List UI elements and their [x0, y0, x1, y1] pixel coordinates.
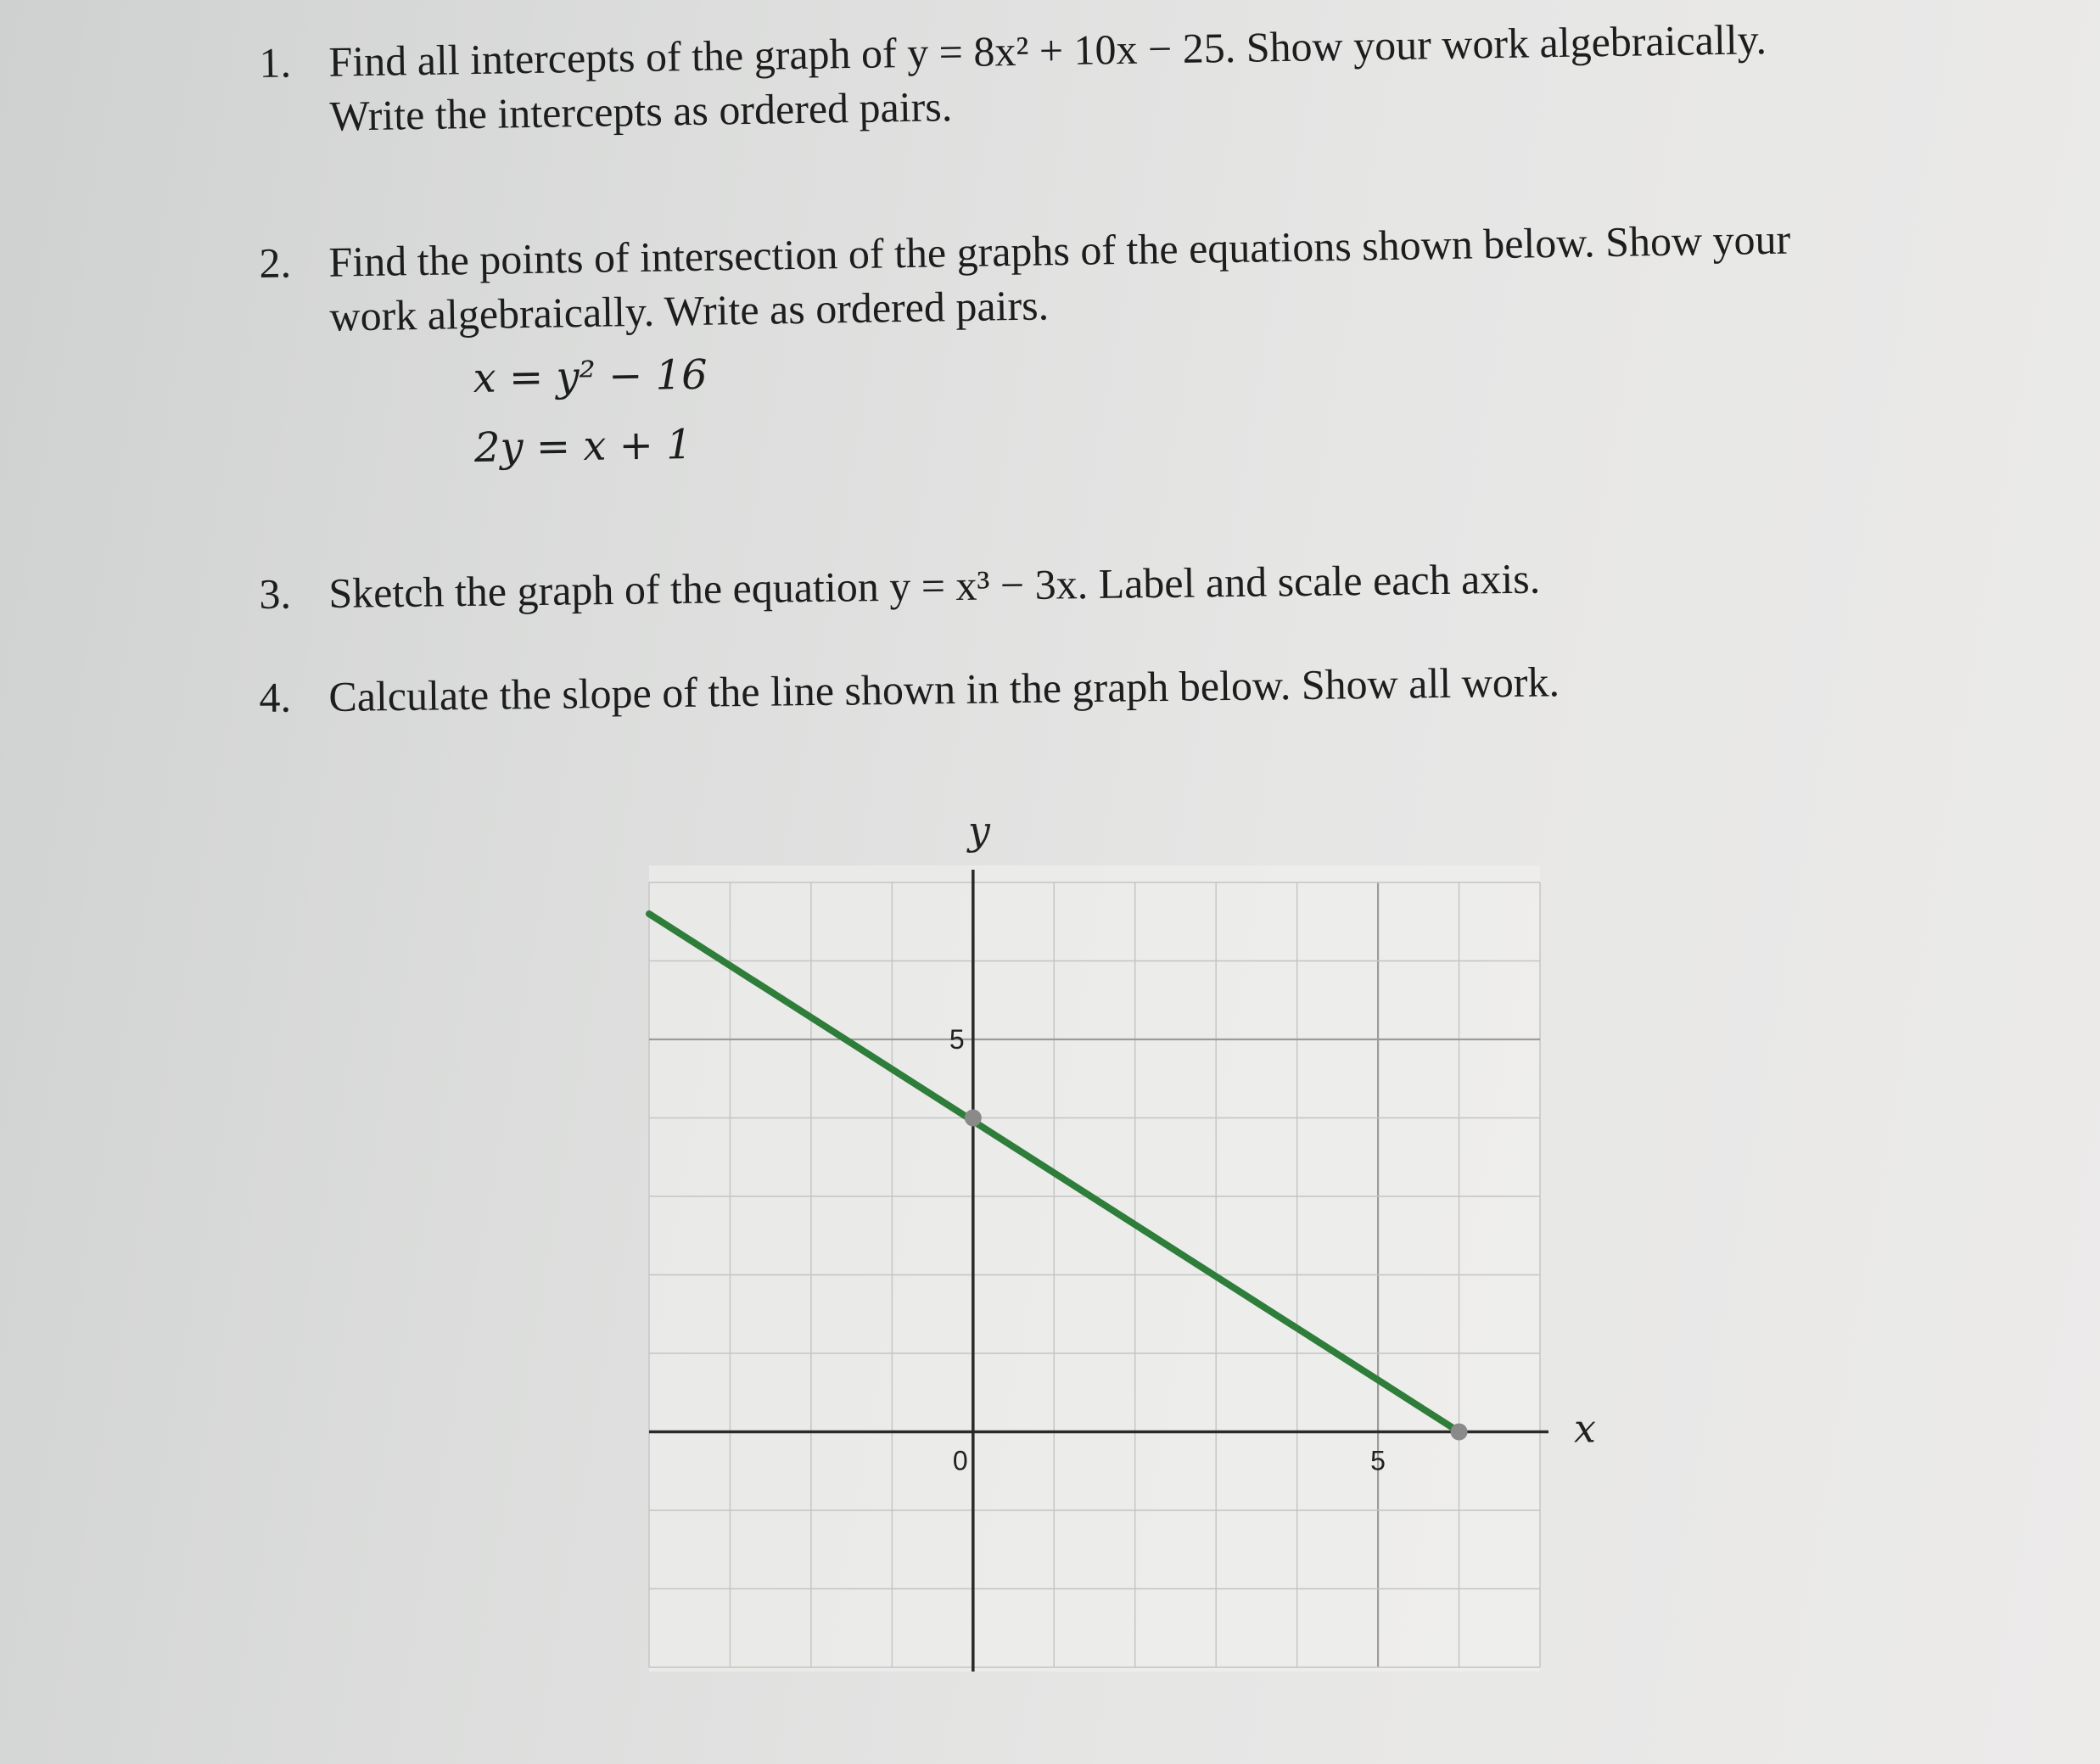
problem-text-line: Find the points of intersection of the graphs of the equations shown below. Show your [328, 215, 1791, 286]
problem-text-line: Find all intercepts of the graph of y = 8x² + 10x − 25. Show your work algebraically. [328, 15, 1767, 86]
equation-1: x = y² − 16 [473, 350, 708, 403]
problem-number: 2. [259, 238, 292, 287]
problem-text-line: work algebraically. Write as ordered pairs. [329, 281, 1050, 340]
problem-number: 1. [259, 38, 292, 87]
x-tick-label: 0 [952, 1445, 968, 1476]
problem-text-line: Sketch the graph of the equation y = x³ − 3x. Label and scale each axis. [328, 554, 1541, 617]
problem-number: 3. [259, 569, 292, 618]
problem-text-line: Write the intercepts as ordered pairs. [329, 82, 953, 140]
y-tick-label: 5 [949, 1024, 965, 1055]
data-point [965, 1110, 982, 1127]
y-axis-label: y [967, 808, 990, 854]
x-tick-label: 5 [1370, 1445, 1386, 1476]
x-axis-label: x [1574, 1405, 1596, 1452]
problem-number: 4. [259, 673, 292, 721]
problem-text-line: Calculate the slope of the line shown in the graph below. Show all work. [328, 658, 1560, 720]
data-point [1451, 1424, 1468, 1441]
graph-paper [649, 865, 1540, 1672]
equation-2: 2y = x + 1 [473, 421, 693, 473]
